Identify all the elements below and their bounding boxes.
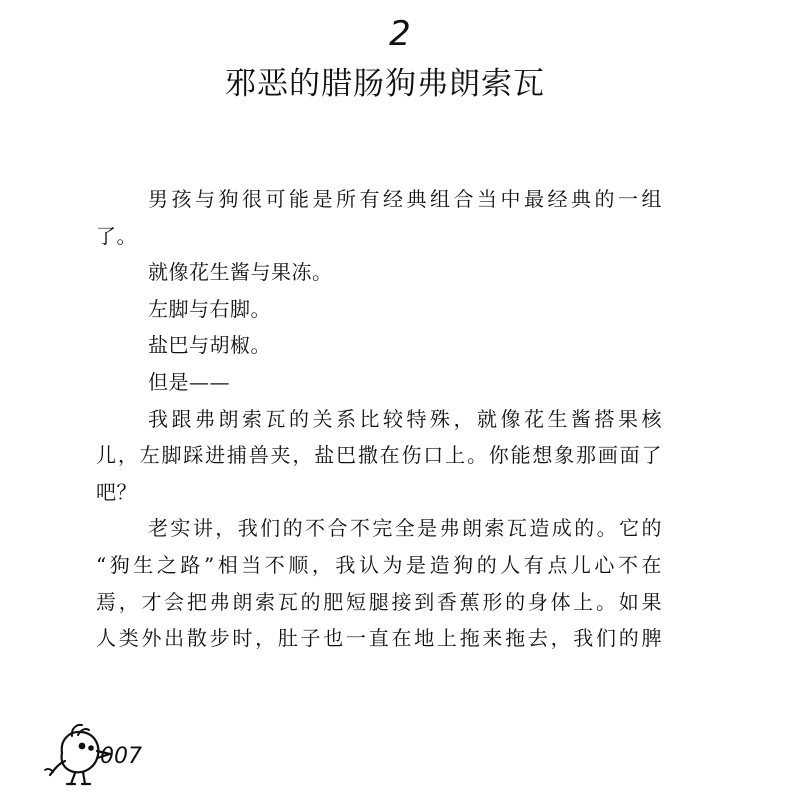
text-line: “狗生之路”相当不顺，我认为是造狗的人有点儿心不在 <box>96 552 662 577</box>
text-line: 盐巴与胡椒。 <box>148 333 271 358</box>
text-line: 男孩与狗很可能是所有经典组合当中最经典的一组 <box>148 187 662 211</box>
text-line: 就像花生酱与果冻。 <box>148 260 333 285</box>
text-line: 人类外出散步时，肚子也一直在地上拖来拖去，我们的脾 <box>96 626 662 651</box>
text-line: 了。 <box>96 223 137 248</box>
text-line: 儿，左脚踩进捕兽夹，盐巴撒在伤口上。你能想象那画面了 <box>96 443 662 468</box>
chapter-title: 邪恶的腊肠狗弗朗索瓦 <box>225 66 545 102</box>
text-line: 老实讲，我们的不合不完全是弗朗索瓦造成的。它的 <box>148 516 662 541</box>
text-line: 但是—— <box>148 369 230 394</box>
page-number: 007 <box>100 744 142 769</box>
text-line: 吧？ <box>96 479 137 504</box>
chapter-body <box>96 181 662 657</box>
page-footer <box>40 718 190 788</box>
text-line: 我跟弗朗索瓦的关系比较特殊，就像花生酱搭果核 <box>148 406 662 431</box>
chapter-number: 2 <box>389 14 411 54</box>
text-line: 焉，才会把弗朗索瓦的肥短腿接到香蕉形的身体上。如果 <box>96 589 662 614</box>
text-line: 左脚与右脚。 <box>148 296 271 321</box>
